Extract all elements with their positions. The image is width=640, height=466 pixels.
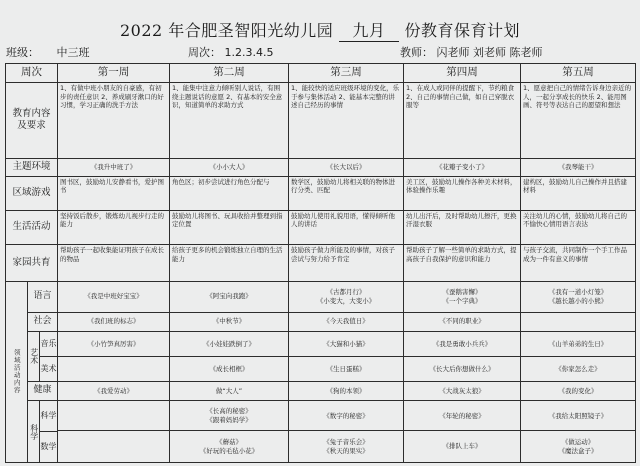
domain-subject-label: 美术 xyxy=(40,363,57,373)
domain-activity-cell xyxy=(58,401,170,431)
domain-activity-cell xyxy=(58,431,170,463)
week-5-header: 第五周 xyxy=(521,64,636,83)
home-cell: 与孩子交流，共同制作一个手工作品成为一件有意义的事情 xyxy=(521,245,636,282)
domain-activity-cell xyxy=(404,331,521,356)
week-3-header: 第三周 xyxy=(289,64,404,83)
areas-cell: 美工区，鼓励幼儿操作各种美术材料，体验操作乐趣 xyxy=(404,176,521,210)
activity-title: 《成长相框》 xyxy=(209,364,249,373)
domain-row xyxy=(6,281,636,312)
activity-title: 《我是中班好宝宝》 xyxy=(84,292,143,301)
domain-activity-cell xyxy=(58,312,170,331)
class-value: 中三班 xyxy=(56,46,90,59)
domain-activity-cell xyxy=(289,331,404,356)
areas-cell: 图书区，鼓励幼儿安静看书，爱护图书 xyxy=(58,176,170,210)
domain-activity-cell xyxy=(289,401,404,431)
theme-label: 主题环境 xyxy=(6,158,58,176)
plan-table xyxy=(5,63,636,463)
activity-title: 做“大人” xyxy=(215,387,243,395)
corner-cell: 周次 xyxy=(6,64,58,83)
weeks-value: 1.2.3.4.5 xyxy=(224,46,274,59)
domain-subject-label: 语言 xyxy=(28,281,58,312)
activity-title: 《小娃娃跌倒了》 xyxy=(203,339,255,348)
domain-activities xyxy=(6,281,636,462)
domain-row xyxy=(6,312,636,331)
activity-title: 《我的变化》 xyxy=(558,387,598,395)
domain-activity-cell xyxy=(521,281,636,312)
title-month: 九月 xyxy=(339,18,399,42)
activity-title: 《山羊弟弟的生日》 xyxy=(548,339,608,348)
domain-activity-cell xyxy=(404,281,521,312)
domain-row xyxy=(6,382,636,401)
domain-activity-cell xyxy=(289,281,404,312)
life-cell: 关注幼儿的心情，鼓励幼儿将自己的不愉快心情用语言表达 xyxy=(521,211,636,245)
home-cell: 帮助孩子了解一些简单的求助方式，提高孩子自我保护的意识和能力 xyxy=(404,245,521,282)
activity-title: 《蚕鹅害懈》 xyxy=(442,288,482,297)
domain-activity-cell xyxy=(404,382,521,401)
activity-title: 《跟着妈妈学》 xyxy=(206,415,252,424)
weeks-label: 周次： xyxy=(188,46,221,59)
domain-activity-cell xyxy=(170,312,289,331)
domain-activity-cell xyxy=(404,312,521,331)
activity-title: 《我是勇敢小兵兵》 xyxy=(432,339,492,348)
activity-title: 《不同的职业》 xyxy=(439,317,485,326)
teacher-label: 教师： xyxy=(400,46,433,59)
activity-title: 《兔子音乐会》 xyxy=(323,438,369,447)
domain-subject-label: 音乐 xyxy=(40,332,57,357)
week-header-row xyxy=(6,64,636,83)
domain-activity-cell xyxy=(521,401,636,431)
domain-activity-cell xyxy=(521,331,636,356)
activity-title: 《我有一道小灯笼》 xyxy=(548,288,608,297)
goals-cell: 1、愿意把自己的情绪告诉身边亲近的人，一起分享成长的快乐 2、能用图画、符号等表达自己的愿望和想法 xyxy=(521,83,636,158)
activity-title: 《中秋节》 xyxy=(212,317,246,326)
activity-title: 《我们班的标志》 xyxy=(87,317,140,326)
domain-activity-cell xyxy=(289,312,404,331)
activity-title: 《古都月行》 xyxy=(326,288,366,297)
life-cell: 坚持饭后散步，锻炼幼儿视步行走的能力 xyxy=(58,211,170,245)
domain-activity-cell xyxy=(404,356,521,381)
weeks-info xyxy=(188,44,273,60)
activity-title: 《排队上车》 xyxy=(442,442,482,451)
domain-row xyxy=(6,431,636,463)
domain-subject-label: 数学 xyxy=(40,441,57,451)
domain-activity-cell xyxy=(170,382,289,401)
domain-activity-cell xyxy=(404,401,521,431)
domain-subject-label: 社会 xyxy=(28,312,58,331)
week-2-header: 第二周 xyxy=(170,64,289,83)
life-cell: 幼儿出汗后，及时帮助幼儿擦汗，更换汗湿衣服 xyxy=(404,211,521,245)
activity-title: 《年轮的秘密》 xyxy=(439,411,485,420)
activity-title: 《我给太阳照镜子》 xyxy=(548,411,608,420)
domain-activity-cell xyxy=(58,281,170,312)
domain-activity-cell xyxy=(521,356,636,381)
goals-cell: 1、在成人或同伴的提醒下，节约粮食 2、自己的事情自己做，如自己穿脱衣服等 xyxy=(404,83,521,158)
domain-row xyxy=(6,331,636,356)
domain-activity-cell xyxy=(170,281,289,312)
life-row xyxy=(6,211,636,245)
theme-cell: 《花瓣子变小了》 xyxy=(404,158,521,176)
domain-subject-label: 健康 xyxy=(28,382,58,401)
theme-row xyxy=(6,158,636,176)
activity-title: 《秋天的果实》 xyxy=(323,446,369,455)
domain-row xyxy=(6,356,636,381)
goals-cell: 1、能较快的适应班级环境的变化，乐于参与集体活动 2、能基本完整的讲述自己经历的事情 xyxy=(289,83,404,158)
areas-cell: 建构区，鼓励幼儿自己操作并且搭建材料 xyxy=(521,176,636,210)
home-label: 家园共育 xyxy=(6,245,58,282)
activity-title: 《魔法盒子》 xyxy=(558,446,598,455)
domain-activity-cell xyxy=(58,331,170,356)
domain-activity-cell xyxy=(521,312,636,331)
domain-activity-cell xyxy=(170,431,289,463)
class-label: 班级： xyxy=(6,46,39,59)
page-title xyxy=(0,18,640,42)
domain-group-label xyxy=(28,401,58,463)
domain-subject-label: 科学 xyxy=(40,401,57,432)
areas-row xyxy=(6,176,636,210)
goals-label: 教育内容及要求 xyxy=(6,83,58,158)
activity-title: 《越长越小的小熊》 xyxy=(548,296,608,305)
domain-activity-cell xyxy=(170,331,289,356)
theme-cell: 《我升中班了》 xyxy=(58,158,170,176)
domain-group-name: 艺术 xyxy=(28,332,40,381)
week-4-header: 第四周 xyxy=(404,64,521,83)
domain-activity-cell xyxy=(170,356,289,381)
domain-group-label xyxy=(28,331,58,381)
activity-title: 《做运动》 xyxy=(561,438,595,447)
domain-activity-cell xyxy=(521,382,636,401)
theme-cell: 《小小大人》 xyxy=(170,158,289,176)
teacher-info xyxy=(400,44,543,60)
theme-cell: 《长大以后》 xyxy=(289,158,404,176)
domain-activity-cell xyxy=(289,356,404,381)
activity-title: 《长高的秘密》 xyxy=(206,407,252,416)
activity-title: 《长大后你想做什么》 xyxy=(429,364,495,373)
teacher-value: 闪老师 刘老师 陈老师 xyxy=(436,46,543,59)
activity-title: 《大猫和小猫》 xyxy=(323,339,369,348)
activity-title: 《狗的本领》 xyxy=(326,387,366,395)
life-label: 生活活动 xyxy=(6,211,58,245)
title-prefix: 2022 年合肥圣智阳光幼儿园 xyxy=(119,21,334,40)
activity-title: 《阿宝向我跑》 xyxy=(206,292,252,301)
activity-title: 《大战灰太狼》 xyxy=(439,387,485,395)
activity-title: 《蘑菇》 xyxy=(216,438,242,447)
goals-cell: 1、能集中注意力倾听别人说话，有围绕主题说话的意愿 2、有基本的安全意识，知道简单的求助方式 xyxy=(170,83,289,158)
areas-cell: 角色区；初步尝试进行角色分配与 xyxy=(170,176,289,210)
domain-activity-cell xyxy=(58,382,170,401)
home-cell: 鼓励孩子做力所能及的事情，对孩子尝试与努力给予肯定 xyxy=(289,245,404,282)
home-cell: 帮助孩子一起收集能证明孩子在成长的物品 xyxy=(58,245,170,282)
domain-activity-cell xyxy=(289,431,404,463)
activity-title: 《小竹笋真厉害》 xyxy=(87,339,140,348)
life-cell: 鼓励幼儿使用礼貌用语，懂得倾听他人的讲话 xyxy=(289,211,404,245)
domain-activity-cell xyxy=(289,382,404,401)
domain-activity-cell xyxy=(170,401,289,431)
activity-title: 《你家怎么走》 xyxy=(555,364,601,373)
theme-cell: 《我琴能干》 xyxy=(521,158,636,176)
activity-title: 《一个字典》 xyxy=(442,296,482,305)
activity-title: 《好玩的毛毡小花》 xyxy=(199,446,259,455)
domain-activity-cell xyxy=(404,431,521,463)
domain-row xyxy=(6,401,636,431)
activity-title: 《数字的秘密》 xyxy=(323,411,369,420)
goals-row xyxy=(6,83,636,158)
domain-activity-cell xyxy=(521,431,636,463)
week-1-header: 第一周 xyxy=(58,64,170,83)
goals-cell: 1、有做中班小朋友的自豪感，有初步的责任意识 2、养成刷牙漱口的好习惯，学习正确的洗手方法 xyxy=(58,83,170,158)
life-cell: 鼓励幼儿将图书、玩具收拾并整理到指定位置 xyxy=(170,211,289,245)
activity-title: 《今天我值日》 xyxy=(323,317,369,326)
domains-label: 领域活动内容 xyxy=(6,281,28,462)
domain-group-name: 科学 xyxy=(28,401,40,462)
title-suffix: 份教育保育计划 xyxy=(404,21,520,40)
activity-title: 《小变大，大变小》 xyxy=(316,296,376,305)
areas-label: 区域游戏 xyxy=(6,176,58,210)
domain-activity-cell xyxy=(58,356,170,381)
activity-title: 《生日蛋糕》 xyxy=(326,364,366,373)
home-row xyxy=(6,245,636,282)
class-info xyxy=(6,44,90,60)
home-cell: 给孩子更多的机会锻炼独立自理的生活能力 xyxy=(170,245,289,282)
areas-cell: 数学区，鼓励幼儿将相关联的物体进行分类、匹配 xyxy=(289,176,404,210)
activity-title: 《我爱劳动》 xyxy=(94,387,133,395)
